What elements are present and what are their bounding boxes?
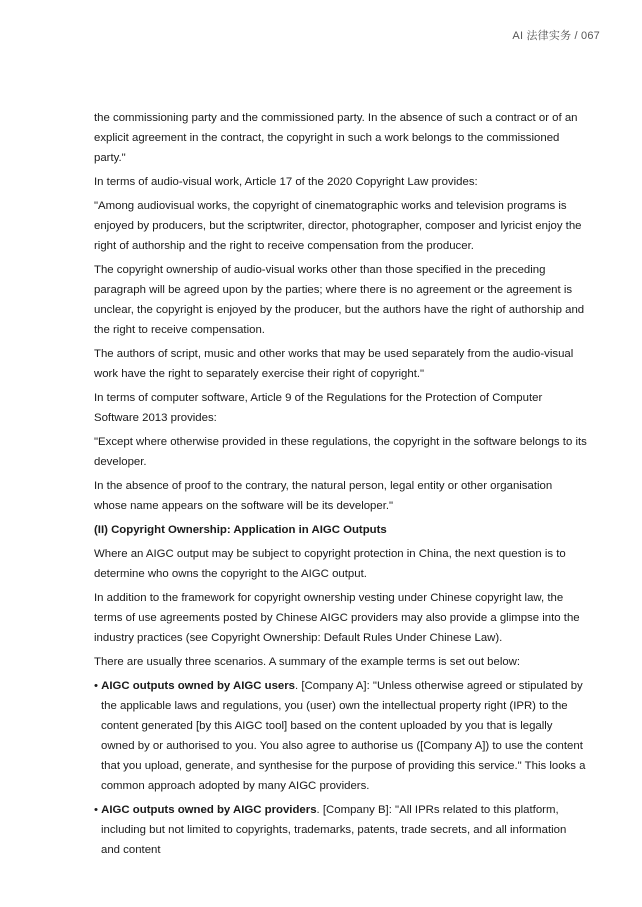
body-paragraph: Where an AIGC output may be subject to copyright protection in China, the next question is to determine who owns the copyright to the AIGC output. [94, 548, 566, 580]
running-header: AI 法律实务 / 067 [512, 30, 600, 42]
body-paragraph: There are usually three scenarios. A summary of the example terms is set out below: [94, 656, 521, 668]
quote-paragraph: In the absence of proof to the contrary, the natural person, legal entity or other organisation whose name appears on the software will be its developer." [94, 480, 553, 512]
bullet-text: . [Company A]: "Unless otherwise agreed or stipulated by the applicable laws and regulations, you (user) own the intellectual property right (IPR) to the content generated [by this AIGC tool] based on the content uploaded by you that is legally owned by or authorised to you. You also agree to authorise us ([Company A]) to use the content that you upload, generate, and synthesise for the purpose of providing this service." This looks a common approach adopted by many AIGC providers. [101, 680, 586, 792]
body-paragraph: In terms of computer software, Article 9 of the Regulations for the Protection of Computer Software 2013 provides: [94, 392, 543, 424]
section-heading: (II) Copyright Ownership: Application in AIGC Outputs [94, 524, 387, 536]
page-body [94, 108, 588, 864]
quote-paragraph: "Among audiovisual works, the copyright of cinematographic works and television programs is enjoyed by producers, but the scriptwriter, director, photographer, composer and lyricist enjoy the right of authorship and the right to receive compensation from the producer. [94, 200, 582, 252]
bullet-item: • AIGC outputs owned by AIGC providers. [Company B]: "All IPRs related to this platform, including but not limited to copyrights, trademarks, patents, trade secrets, and all information and content [94, 804, 567, 856]
bullet-text: . [Company B]: "All IPRs related to this platform, including but not limited to copyrights, trademarks, patents, trade secrets, and all information and content [101, 804, 567, 856]
body-paragraph: In addition to the framework for copyright ownership vesting under Chinese copyright law, the terms of use agreements posted by Chinese AIGC providers may also provide a glimpse into the industry practices (see Copyright Ownership: Default Rules Under Chinese Law). [94, 592, 580, 644]
body-paragraph: the commissioning party and the commissioned party. In the absence of such a contract or of an explicit agreement in the contract, the copyright in such a work belongs to the commissioned party." [94, 112, 578, 164]
quote-paragraph: "Except where otherwise provided in these regulations, the copyright in the software belongs to its developer. [94, 436, 587, 468]
bullet-lead: AIGC outputs owned by AIGC providers [101, 804, 317, 816]
bullet-item: • AIGC outputs owned by AIGC users. [Company A]: "Unless otherwise agreed or stipulated by the applicable laws and regulations, you (user) own the intellectual property right (IPR) to the content generated [by this AIGC tool] based on the content uploaded by you that is legally owned by or authorised to you. You also agree to authorise us ([Company A]) to use the content that you upload, generate, and synthesise for the purpose of providing this service." This looks a common approach adopted by many AIGC providers. [94, 680, 586, 792]
body-paragraph: In terms of audio-visual work, Article 17 of the 2020 Copyright Law provides: [94, 176, 478, 188]
bullet-lead: AIGC outputs owned by AIGC users [101, 680, 296, 692]
quote-paragraph: The copyright ownership of audio-visual works other than those specified in the preceding paragraph will be agreed upon by the parties; where there is no agreement or the agreement is unclear, the copyright is enjoyed by the producer, but the authors have the right of authorship and the right to receive compensation. [94, 264, 585, 336]
quote-paragraph: The authors of script, music and other works that may be used separately from the audio-visual work have the right to separately exercise their right of copyright." [94, 348, 574, 380]
